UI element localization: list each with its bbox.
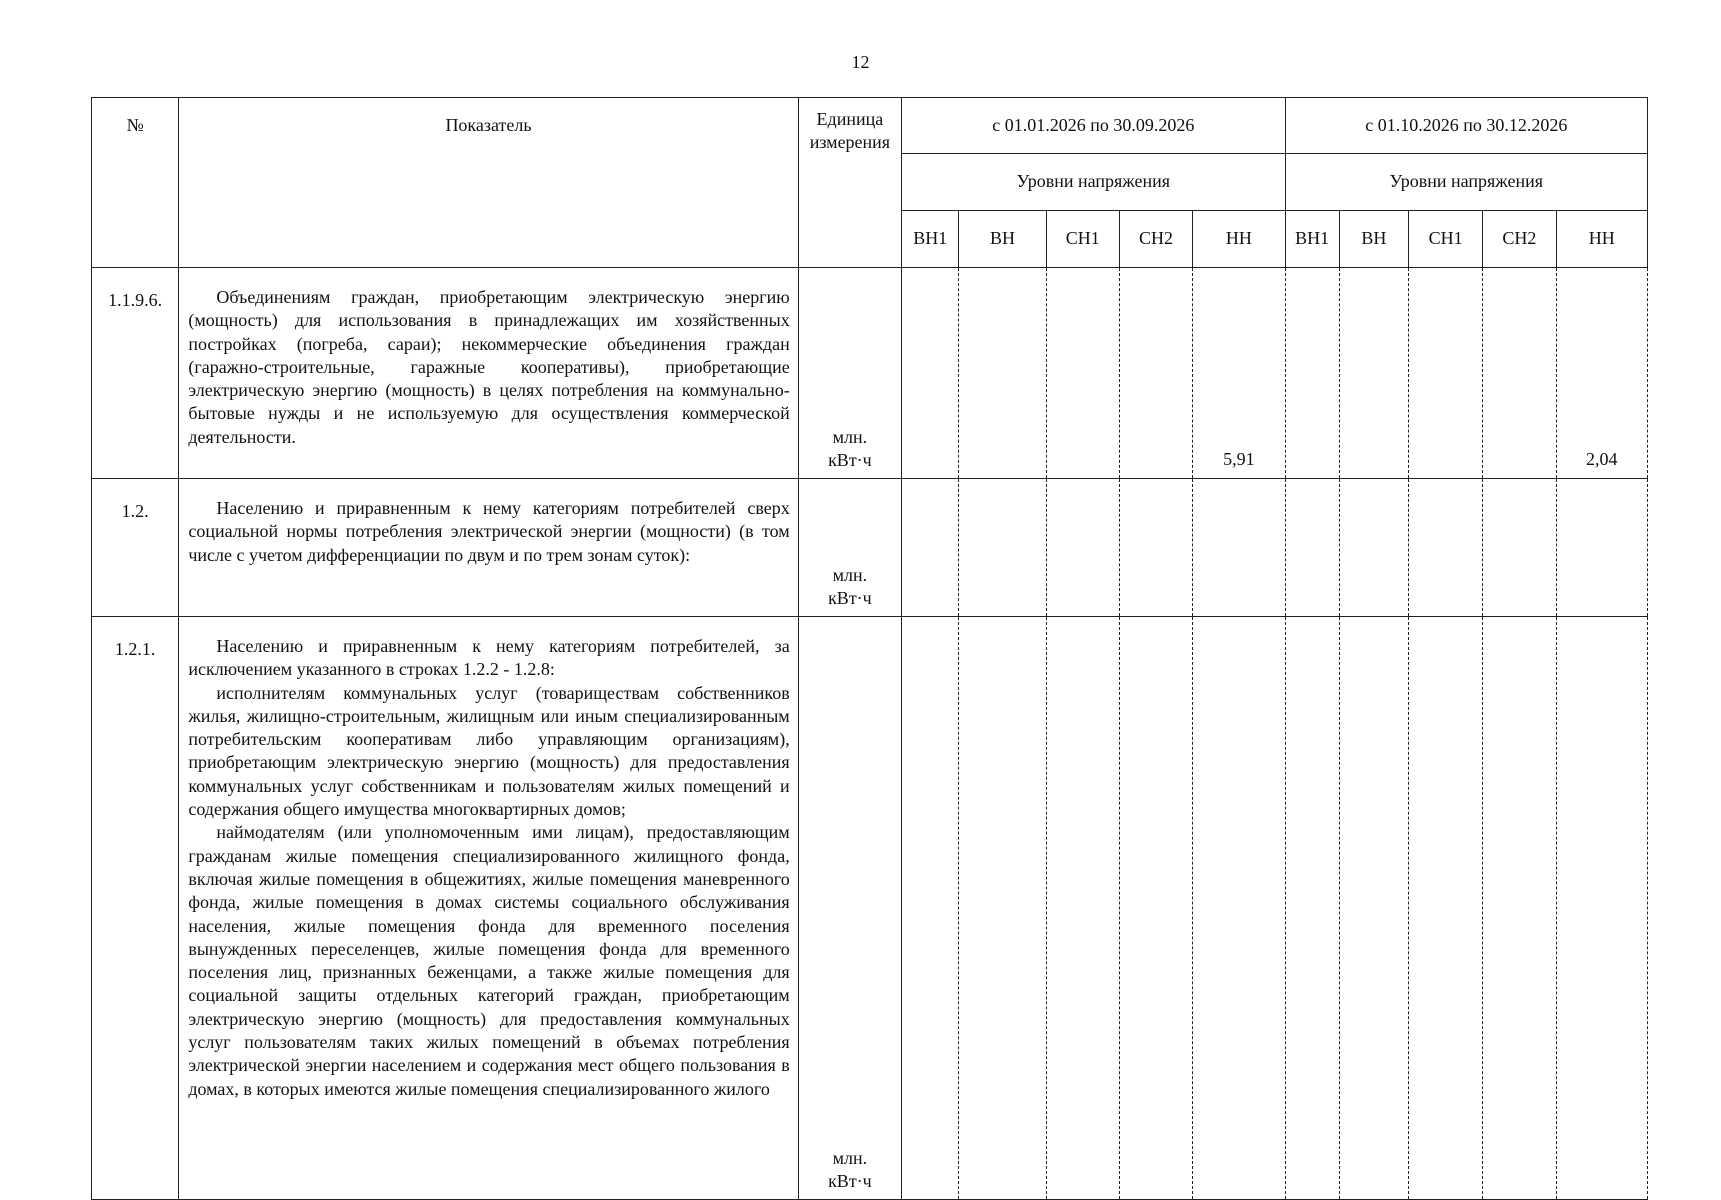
- row-unit-line2: кВт·ч: [828, 450, 872, 470]
- value-cell: 5,91: [1193, 268, 1285, 479]
- value-cell: [1339, 479, 1408, 617]
- value-cell: [1193, 617, 1285, 1200]
- value-cell: [902, 268, 959, 479]
- value-cell: [1119, 268, 1192, 479]
- header-level-p1-nn: НН: [1193, 210, 1285, 267]
- row-number: 1.1.9.6.: [92, 268, 179, 479]
- value-cell: [1119, 617, 1192, 1200]
- value-cell: [1483, 268, 1556, 479]
- row-paragraph: Населению и приравненным к нему категориям потребителей сверх социальной нормы потребления электрической энергии (мощности) (в том числе с учетом дифференциации по двум и по трем зонам суток):: [188, 498, 790, 565]
- header-level-p1-sn1: СН1: [1046, 210, 1119, 267]
- row-unit-line2: кВт·ч: [828, 588, 872, 608]
- row-paragraph: Объединениям граждан, приобретающим электрическую энергию (мощность) для использования в принадлежащих им хозяйственных постройках (погреба, сараи); некоммерческие объединения граждан (гаражно-строительные, гаражные кооперативы), приобретающие электрическую энергию (мощность) в целях потребления на коммунально-бытовые нужды и не используемую для осуществления коммерческой деятельности.: [188, 287, 790, 447]
- header-level-p2-vn1: ВН1: [1285, 210, 1339, 267]
- value-cell: [1556, 479, 1647, 617]
- value-cell: [1409, 617, 1483, 1200]
- table-row: [92, 268, 1648, 479]
- header-level-p2-nn: НН: [1556, 210, 1647, 267]
- header-unit: [798, 98, 901, 268]
- header-level-p1-vn: ВН: [959, 210, 1046, 267]
- header-voltage-levels-2: Уровни напряжения: [1285, 153, 1647, 210]
- header-unit-line1: Единица: [816, 109, 884, 129]
- header-level-p1-sn2: СН2: [1119, 210, 1192, 267]
- header-period-2: с 01.10.2026 по 30.12.2026: [1285, 98, 1647, 154]
- row-unit-line1: млн.: [832, 427, 868, 447]
- value-cell: [1483, 479, 1556, 617]
- page-number: 12: [851, 52, 870, 72]
- header-period-1: с 01.01.2026 по 30.09.2026: [902, 98, 1285, 154]
- header-voltage-levels-1: Уровни напряжения: [902, 153, 1285, 210]
- header-level-p2-vn: ВН: [1339, 210, 1408, 267]
- header-unit-line2: измерения: [809, 131, 891, 152]
- row-unit-line1: млн.: [832, 1148, 868, 1168]
- value-cell: [1285, 479, 1339, 617]
- header-level-p2-sn1: СН1: [1409, 210, 1483, 267]
- tariff-table: [91, 97, 1648, 1200]
- value-cell: [1409, 268, 1483, 479]
- header-indicator: Показатель: [179, 98, 798, 268]
- value-cell: [959, 479, 1046, 617]
- table-header: [92, 98, 1648, 268]
- row-indicator-text: [179, 479, 798, 617]
- header-level-p2-sn2: СН2: [1483, 210, 1556, 267]
- row-paragraph: наймодателям (или уполномоченным ими лицам), предоставляющим гражданам жилые помещения специализированного жилищного фонда, включая жилые помещения в общежитиях, жилые помещения маневренного фонда, жилые помещения в домах системы социального обслуживания населения, жилые помещения фонда для временного поселения вынужденных переселенцев, жилые помещения фонда для временного поселения лиц, признанных беженцами, а также жилые помещения для социальной защиты отдельных категорий граждан, приобретающим электрическую энергию (мощность) для предоставления коммунальных услуг пользователям таких жилых помещений в объемах потребления электрической энергии населением и содержания мест общего пользования в домах, в которых имеются жилые помещения специализированного жилого: [188, 822, 790, 1099]
- value-cell: [1046, 268, 1119, 479]
- value-cell: [1119, 479, 1192, 617]
- value-cell: [1285, 617, 1339, 1200]
- row-paragraph: исполнителям коммунальных услуг (товариществам собственников жилья, жилищно-строительным, жилищным или иным специализированным потребительским кооперативам либо управляющим организациям), приобретающим электрическую энергию (мощность) для предоставления коммунальных услуг собственникам и пользователям жилых помещений и содержания общего имущества многоквартирных домов;: [188, 682, 790, 820]
- value-cell: [1339, 617, 1408, 1200]
- row-paragraph: Населению и приравненным к нему категориям потребителей, за исключением указанного в строках 1.2.2 - 1.2.8:: [188, 636, 790, 680]
- value-cell: [1409, 479, 1483, 617]
- row-unit: [798, 268, 901, 479]
- header-no: №: [92, 98, 179, 268]
- value-cell: [1046, 617, 1119, 1200]
- row-indicator-text: [179, 268, 798, 479]
- row-number: 1.2.1.: [92, 617, 179, 1200]
- row-number: 1.2.: [92, 479, 179, 617]
- table-row: [92, 479, 1648, 617]
- table-body: [92, 268, 1648, 1200]
- value-cell: [902, 479, 959, 617]
- row-unit: [798, 479, 901, 617]
- value-cell: 2,04: [1556, 268, 1647, 479]
- row-unit: [798, 617, 901, 1200]
- value-cell: [1193, 479, 1285, 617]
- value-cell: [1339, 268, 1408, 479]
- row-indicator-text: [179, 617, 798, 1200]
- value-cell: [1483, 617, 1556, 1200]
- value-cell: [959, 617, 1046, 1200]
- row-unit-line1: млн.: [832, 565, 868, 585]
- value-cell: [1046, 479, 1119, 617]
- value-cell: [1556, 617, 1647, 1200]
- table-row: [92, 617, 1648, 1200]
- value-cell: [959, 268, 1046, 479]
- value-cell: [902, 617, 959, 1200]
- row-unit-line2: кВт·ч: [828, 1171, 872, 1191]
- value-cell: [1285, 268, 1339, 479]
- header-level-p1-vn1: ВН1: [902, 210, 959, 267]
